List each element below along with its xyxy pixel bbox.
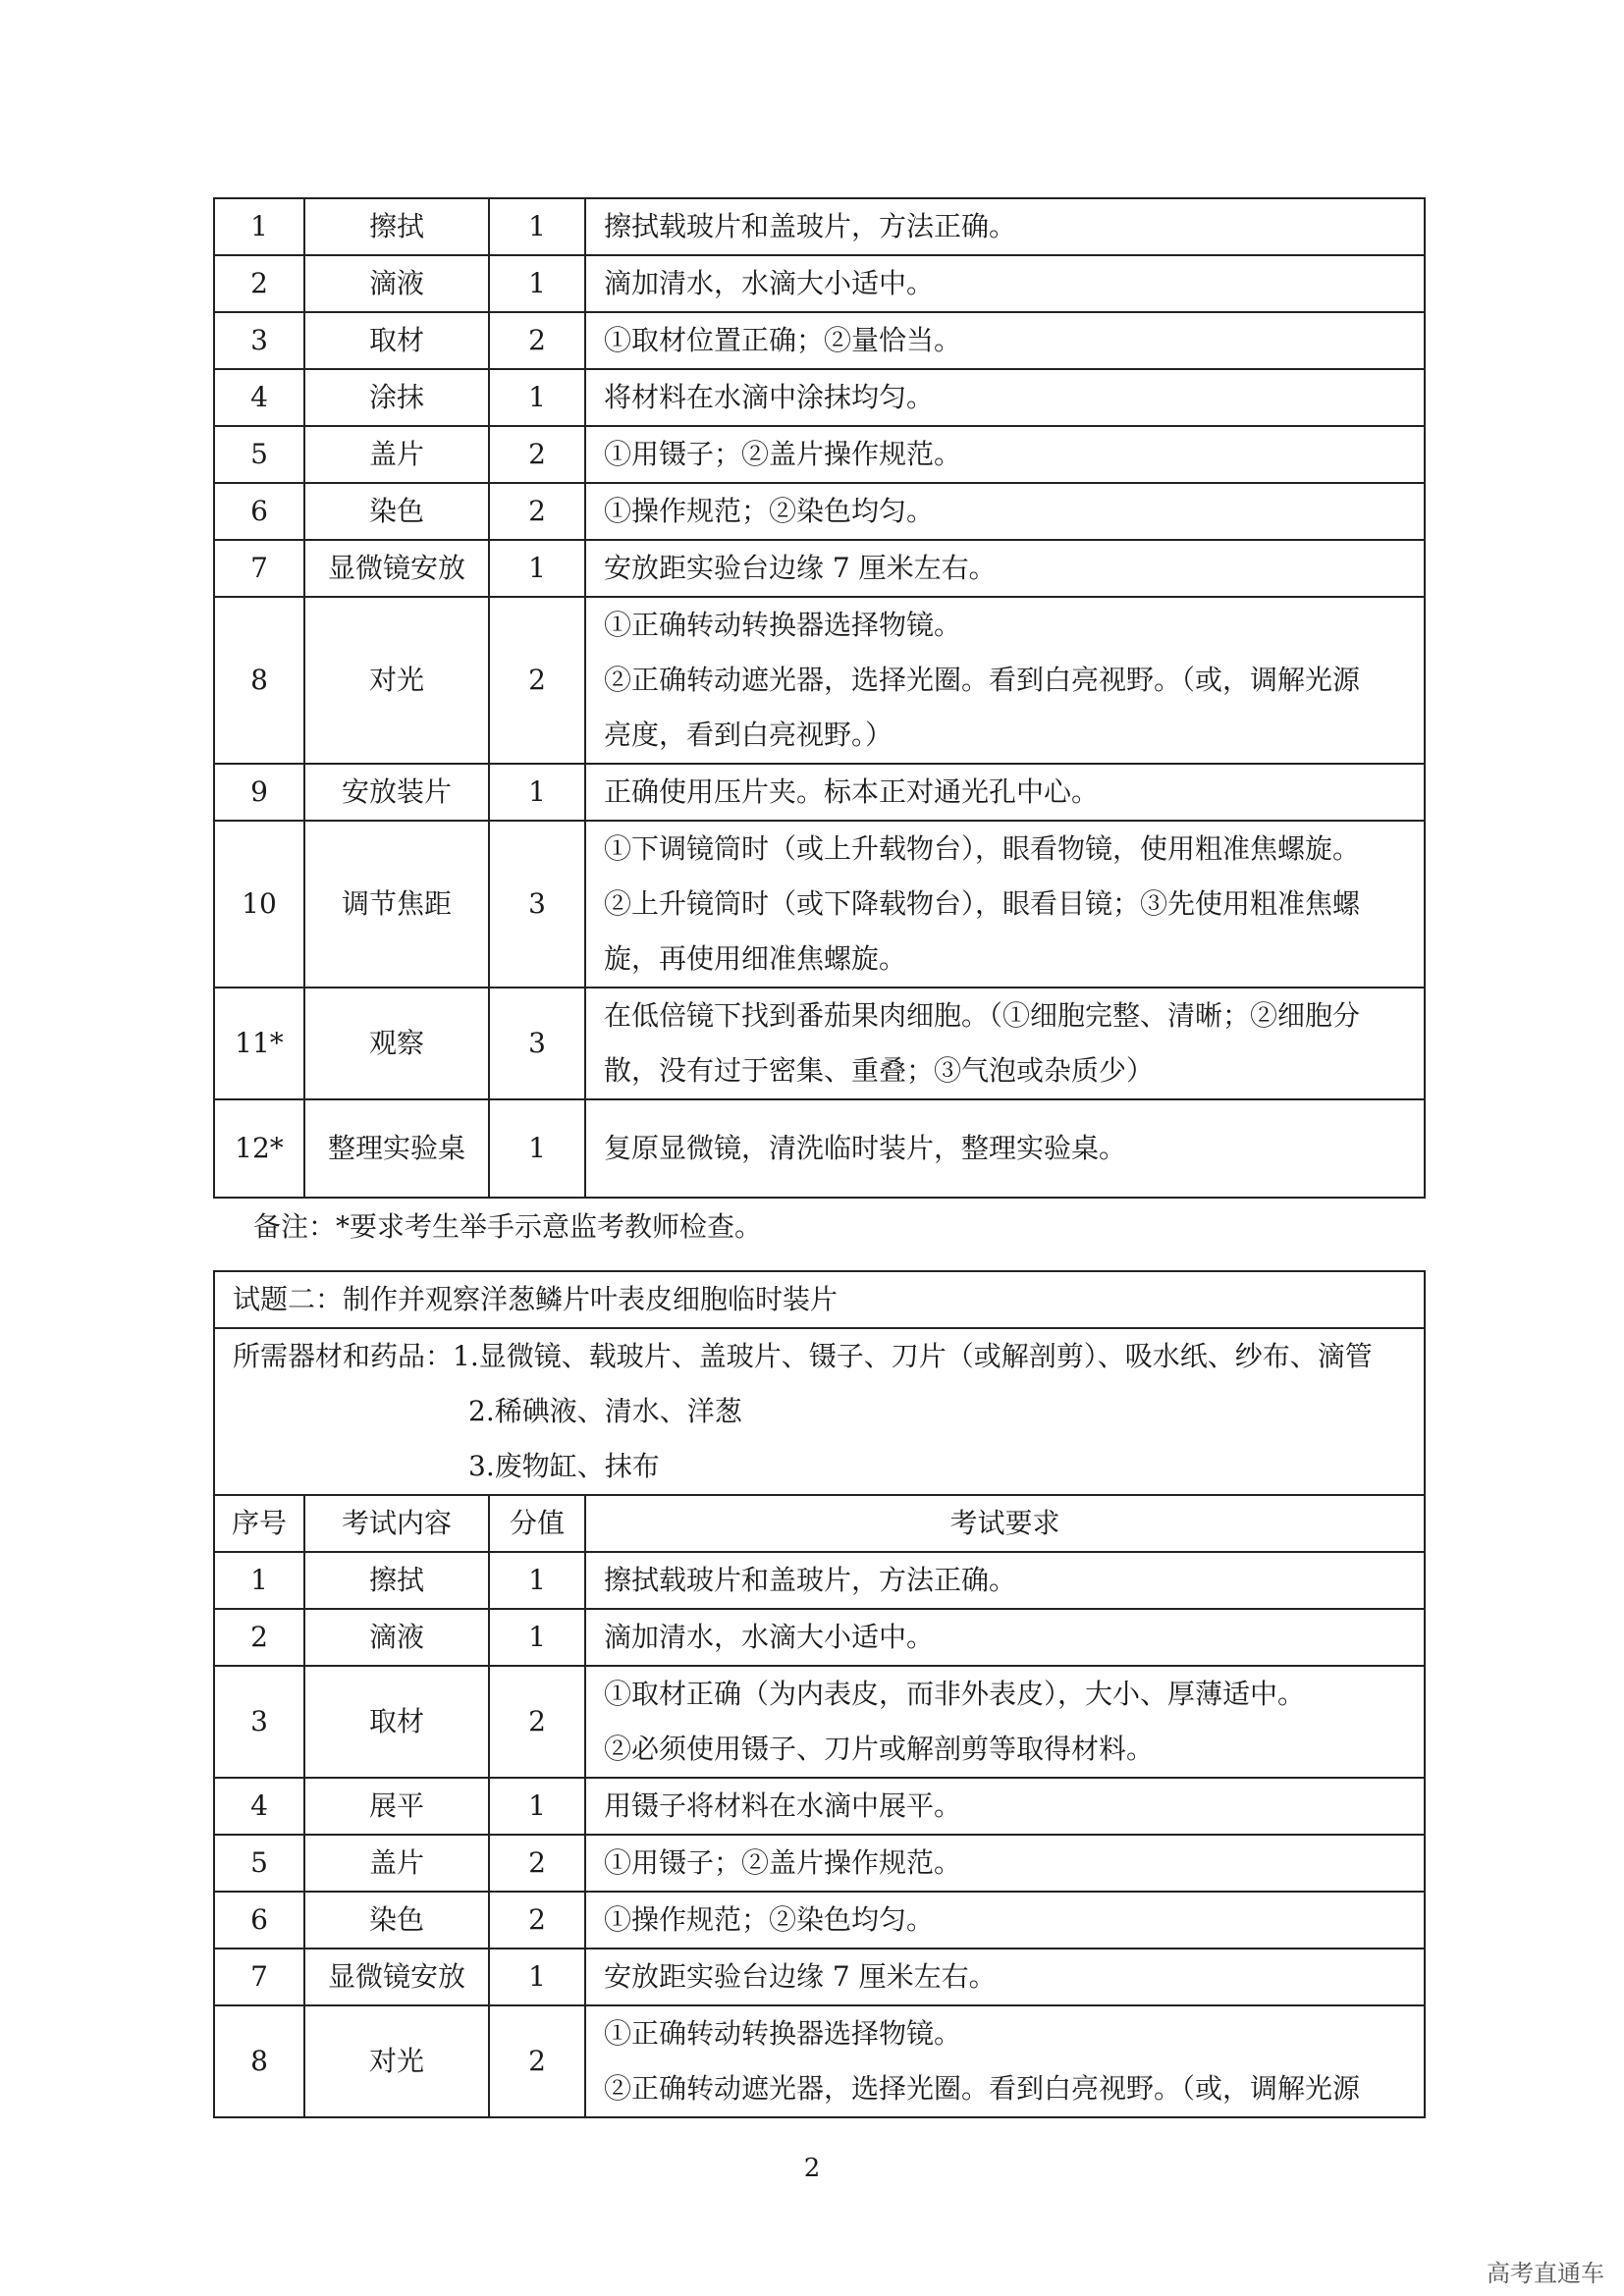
row-number: 5: [214, 426, 304, 483]
header-no: 序号: [214, 1495, 304, 1552]
exam-table-2: [213, 1270, 1426, 2118]
row-requirement: [585, 1666, 1425, 1778]
requirement-line: 安放距实验台边缘 7 厘米左右。: [604, 1960, 997, 1993]
row-number: 2: [214, 255, 304, 312]
table-row: [214, 821, 1425, 988]
row-number: 9: [214, 764, 304, 821]
row-number: 3: [214, 312, 304, 369]
requirement-line: ②上升镜筒时（或下降载物台），眼看目镜；③先使用粗准焦螺: [604, 887, 1361, 920]
row-score: 2: [489, 426, 585, 483]
row-requirement: [585, 1778, 1425, 1835]
row-score: 2: [489, 312, 585, 369]
row-score: 1: [489, 255, 585, 312]
row-content: 盖片: [304, 426, 489, 483]
requirement-line: ②必须使用镊子、刀片或解剖剪等取得材料。: [604, 1733, 1155, 1765]
requirement-line: 亮度，看到白亮视野。）: [604, 719, 893, 751]
requirement-line: 在低倍镜下找到番茄果肉细胞。（①细胞完整、清晰；②细胞分: [604, 999, 1361, 1032]
requirement-line: ①取材位置正确；②量恰当。: [604, 324, 962, 356]
row-number: 4: [214, 369, 304, 426]
table-row: [214, 1949, 1425, 2005]
row-score: 3: [489, 988, 585, 1099]
requirement-line: 擦拭载玻片和盖玻片，方法正确。: [604, 210, 1017, 242]
requirement-line: 复原显微镜，清洗临时装片，整理实验桌。: [604, 1132, 1127, 1164]
row-requirement: [585, 2005, 1425, 2117]
row-requirement: [585, 1552, 1425, 1609]
row-requirement: [585, 1609, 1425, 1666]
row-number: 8: [214, 597, 304, 764]
question-title: 试题二：制作并观察洋葱鳞片叶表皮细胞临时装片: [214, 1271, 1425, 1328]
row-number: 7: [214, 1949, 304, 2005]
table-row: [214, 255, 1425, 312]
row-score: 2: [489, 1666, 585, 1778]
row-number: 8: [214, 2005, 304, 2117]
requirement-line: 安放距实验台边缘 7 厘米左右。: [604, 552, 997, 584]
requirement-line: 滴加清水，水滴大小适中。: [604, 1621, 935, 1653]
row-number: 2: [214, 1609, 304, 1666]
table-row: [214, 1835, 1425, 1892]
table-row: [214, 312, 1425, 369]
table-row: [214, 369, 1425, 426]
header-requirement: 考试要求: [585, 1495, 1425, 1552]
table-row: [214, 540, 1425, 597]
row-requirement: [585, 369, 1425, 426]
row-score: 1: [489, 764, 585, 821]
row-score: 2: [489, 2005, 585, 2117]
header-score: 分值: [489, 1495, 585, 1552]
row-score: 1: [489, 1949, 585, 2005]
row-content: 滴液: [304, 255, 489, 312]
row-content: 擦拭: [304, 1552, 489, 1609]
materials-line-1: 所需器材和药品：1.显微镜、载玻片、盖玻片、镊子、刀片（或解剖剪）、吸水纸、纱布、滴管: [233, 1340, 1373, 1372]
row-requirement: [585, 255, 1425, 312]
row-score: 1: [489, 1609, 585, 1666]
requirement-line: 正确使用压片夹。标本正对通光孔中心。: [604, 775, 1100, 808]
row-content: 调节焦距: [304, 821, 489, 988]
row-content: 显微镜安放: [304, 1949, 489, 2005]
row-score: 1: [489, 369, 585, 426]
requirement-line: ①操作规范；②染色均匀。: [604, 495, 935, 527]
materials-cell: [214, 1328, 1425, 1495]
table-row: [214, 1552, 1425, 1609]
requirement-line: 滴加清水，水滴大小适中。: [604, 267, 935, 299]
table-row: [214, 1778, 1425, 1835]
row-requirement: [585, 1949, 1425, 2005]
row-score: 1: [489, 198, 585, 255]
row-content: 擦拭: [304, 198, 489, 255]
requirement-line: 擦拭载玻片和盖玻片，方法正确。: [604, 1564, 1017, 1596]
row-content: 对光: [304, 597, 489, 764]
watermark: 高考直通车: [1487, 2260, 1604, 2287]
row-score: 2: [489, 597, 585, 764]
row-requirement: [585, 483, 1425, 540]
row-score: 1: [489, 1552, 585, 1609]
row-content: 盖片: [304, 1835, 489, 1892]
table-row: [214, 1666, 1425, 1778]
row-content: 取材: [304, 1666, 489, 1778]
requirement-line: 将材料在水滴中涂抹均匀。: [604, 381, 935, 413]
table-row: [214, 198, 1425, 255]
requirement-line: ①正确转动转换器选择物镜。: [604, 609, 962, 641]
row-number: 3: [214, 1666, 304, 1778]
row-requirement: [585, 988, 1425, 1099]
row-requirement: [585, 198, 1425, 255]
row-requirement: [585, 821, 1425, 988]
row-requirement: [585, 1835, 1425, 1892]
row-content: 显微镜安放: [304, 540, 489, 597]
row-content: 取材: [304, 312, 489, 369]
table-row: [214, 2005, 1425, 2117]
row-content: 滴液: [304, 1609, 489, 1666]
row-number: 7: [214, 540, 304, 597]
requirement-line: ①操作规范；②染色均匀。: [604, 1903, 935, 1936]
table-row: [214, 764, 1425, 821]
table-row: [214, 1609, 1425, 1666]
row-score: 2: [489, 1835, 585, 1892]
row-number: 6: [214, 483, 304, 540]
row-content: 整理实验桌: [304, 1099, 489, 1198]
exam-table-1: [213, 197, 1426, 1199]
table-row: [214, 426, 1425, 483]
materials-line-2: 2.稀碘液、清水、洋葱: [468, 1395, 742, 1427]
table-row: [214, 1892, 1425, 1949]
requirement-line: ①下调镜筒时（或上升载物台），眼看物镜，使用粗准焦螺旋。: [604, 832, 1361, 865]
table-row: [214, 483, 1425, 540]
row-content: 染色: [304, 1892, 489, 1949]
requirement-line: ①正确转动转换器选择物镜。: [604, 2017, 962, 2050]
row-requirement: [585, 426, 1425, 483]
row-number: 12*: [214, 1099, 304, 1198]
row-requirement: [585, 1099, 1425, 1198]
remark-note: 备注：*要求考生举手示意监考教师检查。: [253, 1210, 763, 1243]
table-row: [214, 597, 1425, 764]
row-number: 1: [214, 1552, 304, 1609]
header-content: 考试内容: [304, 1495, 489, 1552]
requirement-line: 散，没有过于密集、重叠；③气泡或杂质少）: [604, 1054, 1155, 1087]
requirement-line: 旋，再使用细准焦螺旋。: [604, 942, 907, 975]
row-content: 涂抹: [304, 369, 489, 426]
row-number: 11*: [214, 988, 304, 1099]
row-score: 1: [489, 540, 585, 597]
row-requirement: [585, 597, 1425, 764]
table-row: [214, 1099, 1425, 1198]
requirement-line: ②正确转动遮光器，选择光圈。看到白亮视野。（或，调解光源: [604, 664, 1361, 696]
requirement-line: ①用镊子；②盖片操作规范。: [604, 438, 962, 470]
requirement-line: ②正确转动遮光器，选择光圈。看到白亮视野。（或，调解光源: [604, 2072, 1361, 2105]
row-content: 展平: [304, 1778, 489, 1835]
row-number: 1: [214, 198, 304, 255]
row-content: 安放装片: [304, 764, 489, 821]
row-requirement: [585, 764, 1425, 821]
row-number: 4: [214, 1778, 304, 1835]
row-score: 3: [489, 821, 585, 988]
row-number: 5: [214, 1835, 304, 1892]
row-content: 染色: [304, 483, 489, 540]
materials-line-3: 3.废物缸、抹布: [468, 1450, 660, 1482]
requirement-line: ①用镊子；②盖片操作规范。: [604, 1846, 962, 1879]
table-row: [214, 988, 1425, 1099]
requirement-line: 用镊子将材料在水滴中展平。: [604, 1789, 962, 1822]
page-number: 2: [803, 2154, 821, 2183]
row-content: 观察: [304, 988, 489, 1099]
row-requirement: [585, 540, 1425, 597]
row-number: 6: [214, 1892, 304, 1949]
row-score: 1: [489, 1778, 585, 1835]
row-requirement: [585, 1892, 1425, 1949]
row-content: 对光: [304, 2005, 489, 2117]
row-requirement: [585, 312, 1425, 369]
row-score: 1: [489, 1099, 585, 1198]
row-score: 2: [489, 1892, 585, 1949]
requirement-line: ①取材正确（为内表皮，而非外表皮），大小、厚薄适中。: [604, 1678, 1306, 1710]
row-score: 2: [489, 483, 585, 540]
row-number: 10: [214, 821, 304, 988]
